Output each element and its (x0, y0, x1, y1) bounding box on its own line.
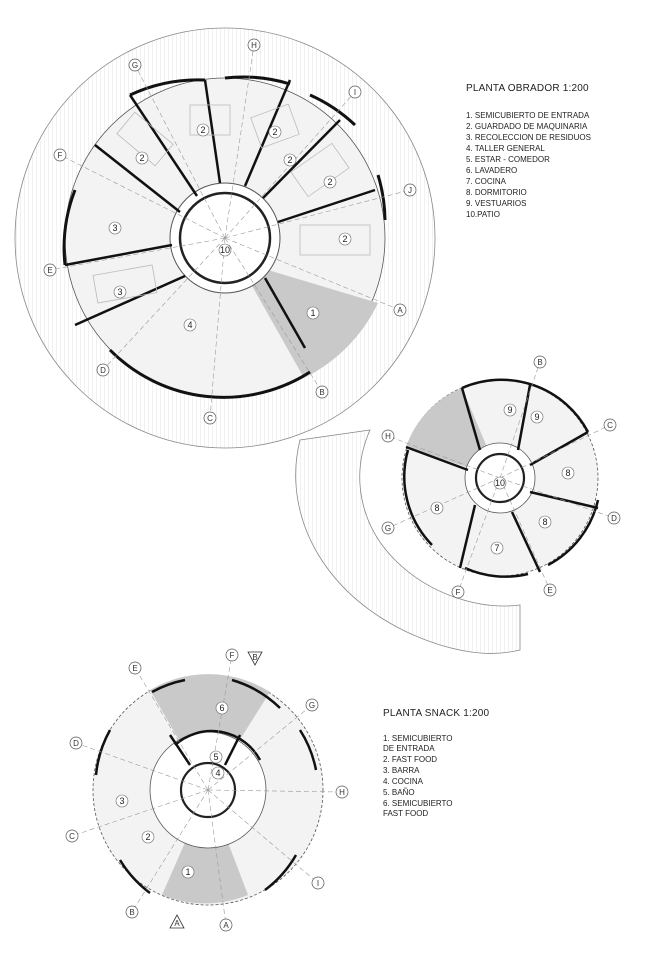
svg-text:8: 8 (434, 503, 440, 513)
svg-text:A: A (397, 306, 403, 315)
svg-text:G: G (308, 701, 316, 710)
svg-text:D: D (611, 514, 617, 523)
svg-text:1: 1 (310, 308, 316, 318)
svg-text:A: A (174, 919, 180, 928)
grid-marker-a (394, 304, 406, 316)
svg-text:3. BARRA: 3. BARRA (383, 766, 420, 775)
svg-text:2: 2 (342, 234, 348, 244)
grid-marker-c (204, 412, 216, 424)
svg-text:G: G (384, 524, 392, 533)
svg-text:2: 2 (139, 153, 145, 163)
svg-text:I: I (353, 88, 357, 97)
svg-text:F: F (455, 588, 461, 597)
svg-text:2: 2 (327, 177, 333, 187)
svg-text:FAST FOOD: FAST FOOD (383, 809, 429, 818)
svg-text:5. BAÑO: 5. BAÑO (383, 788, 415, 797)
svg-text:3: 3 (112, 223, 118, 233)
section-marker-b (248, 652, 262, 665)
grid-marker-b (316, 386, 328, 398)
svg-text:1: 1 (185, 867, 191, 877)
svg-text:8: 8 (565, 468, 571, 478)
grid-marker-f (54, 149, 66, 161)
svg-text:E: E (47, 266, 53, 275)
svg-text:B: B (252, 653, 258, 662)
grid-marker-e (44, 264, 56, 276)
grid-marker-g (129, 59, 141, 71)
svg-text:9. VESTUARIOS: 9. VESTUARIOS (466, 199, 527, 208)
grid-marker-d (97, 364, 109, 376)
svg-text:4: 4 (187, 320, 193, 330)
svg-text:D: D (73, 739, 79, 748)
svg-text:F: F (229, 651, 235, 660)
svg-text:6. LAVADERO: 6. LAVADERO (466, 166, 518, 175)
svg-text:8. DORMITORIO: 8. DORMITORIO (466, 188, 527, 197)
svg-text:J: J (408, 186, 412, 195)
svg-text:G: G (131, 61, 139, 70)
svg-text:1. SEMICUBIERTO DE ENTRADA: 1. SEMICUBIERTO DE ENTRADA (466, 111, 590, 120)
svg-text:2. GUARDADO DE MAQUINARIA: 2. GUARDADO DE MAQUINARIA (466, 122, 588, 131)
svg-text:8: 8 (542, 517, 548, 527)
svg-text:7. COCINA: 7. COCINA (466, 177, 507, 186)
svg-text:4: 4 (215, 768, 221, 778)
obrador-title: PLANTA OBRADOR 1:200 (466, 83, 589, 94)
grid-marker-h (248, 39, 260, 51)
svg-text:10.PATIO: 10.PATIO (466, 210, 500, 219)
svg-text:H: H (251, 41, 257, 50)
svg-text:B: B (537, 358, 543, 367)
svg-text:2: 2 (200, 125, 206, 135)
svg-text:C: C (69, 832, 75, 841)
svg-text:H: H (385, 432, 391, 441)
snack-legend (383, 708, 489, 818)
svg-text:C: C (207, 414, 213, 423)
svg-text:9: 9 (507, 405, 513, 415)
svg-text:I: I (316, 879, 320, 888)
svg-text:H: H (339, 788, 345, 797)
svg-text:1. SEMICUBIERTO: 1. SEMICUBIERTO (383, 734, 453, 743)
obrador-plan (15, 28, 520, 653)
svg-text:3. RECOLECCION DE RESIDUOS: 3. RECOLECCION DE RESIDUOS (466, 133, 591, 142)
grid-marker-j (404, 184, 416, 196)
svg-text:4. COCINA: 4. COCINA (383, 777, 424, 786)
obrador-legend (466, 83, 591, 219)
svg-text:C: C (607, 421, 613, 430)
svg-text:2: 2 (287, 155, 293, 165)
svg-text:E: E (132, 664, 138, 673)
svg-text:3: 3 (117, 287, 123, 297)
grid-marker-i (349, 86, 361, 98)
svg-text:6: 6 (219, 703, 225, 713)
svg-text:A: A (223, 921, 229, 930)
svg-text:5: 5 (213, 752, 219, 762)
snack-plan (66, 649, 348, 931)
svg-text:B: B (129, 908, 135, 917)
svg-text:6. SEMICUBIERTO: 6. SEMICUBIERTO (383, 799, 453, 808)
svg-text:2: 2 (272, 127, 278, 137)
svg-text:5. ESTAR - COMEDOR: 5. ESTAR - COMEDOR (466, 155, 550, 164)
svg-text:2. FAST FOOD: 2. FAST FOOD (383, 755, 438, 764)
svg-text:DE ENTRADA: DE ENTRADA (383, 744, 435, 753)
svg-text:10: 10 (494, 478, 506, 488)
svg-text:D: D (100, 366, 106, 375)
svg-text:9: 9 (534, 412, 540, 422)
dormitorio-plan (382, 356, 620, 598)
svg-text:F: F (57, 151, 63, 160)
svg-text:B: B (319, 388, 325, 397)
svg-text:E: E (547, 586, 553, 595)
svg-text:2: 2 (145, 832, 151, 842)
svg-text:3: 3 (119, 796, 125, 806)
svg-text:4. TALLER GENERAL: 4. TALLER GENERAL (466, 144, 545, 153)
svg-text:10: 10 (219, 245, 231, 255)
svg-text:7: 7 (494, 543, 500, 553)
snack-title: PLANTA SNACK 1:200 (383, 708, 490, 719)
section-marker-a (170, 915, 184, 928)
